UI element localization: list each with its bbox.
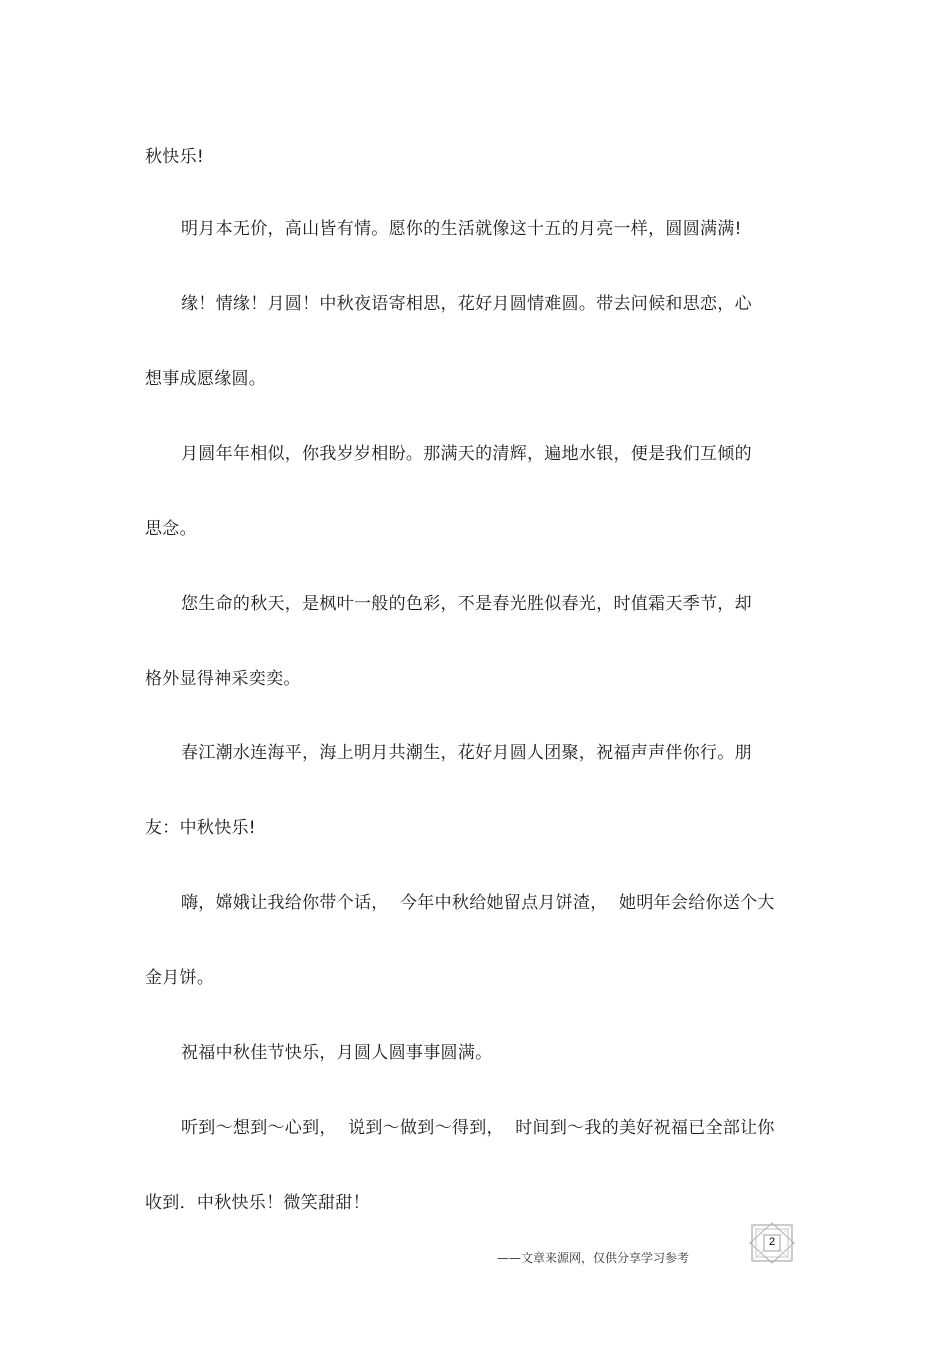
paragraph-line: 金月饼。 — [145, 968, 215, 988]
paragraph-line: 收到．中秋快乐！微笑甜甜！ — [145, 1193, 370, 1213]
footer-source-note: ——文章来源网，仅供分享学习参考 — [497, 1251, 690, 1265]
paragraph-line: 明月本无价，高山皆有情。愿你的生活就像这十五的月亮一样，圆圆满满! — [181, 219, 742, 239]
paragraph-line: 祝福中秋佳节快乐，月圆人圆事事圆满。 — [181, 1043, 493, 1063]
paragraph-line: 格外显得神采奕奕。 — [145, 669, 301, 689]
paragraph-line: 您生命的秋天，是枫叶一般的色彩，不是春光胜似春光，时值霜天季节，却 — [181, 594, 752, 614]
paragraph-line: 听到～想到～心到， 说到～做到～得到， 时间到～我的美好祝福已全部让你 — [181, 1118, 775, 1138]
paragraph-line: 春江潮水连海平，海上明月共潮生，花好月圆人团聚，祝福声声伴你行。朋 — [181, 743, 752, 763]
paragraph-line: 缘！情缘！月圆！中秋夜语寄相思，花好月圆情难圆。带去问候和思恋，心 — [181, 294, 752, 314]
page-number-badge — [748, 1222, 796, 1264]
page-number: 2 — [768, 1236, 776, 1248]
paragraph-line: 想事成愿缘圆。 — [145, 369, 267, 389]
paragraph-line: 思念。 — [145, 519, 197, 539]
paragraph-line: 月圆年年相似，你我岁岁相盼。那满天的清辉，遍地水银，便是我们互倾的 — [181, 444, 752, 464]
paragraph-line: 嗨，嫦娥让我给你带个话， 今年中秋给她留点月饼渣， 她明年会给你送个大 — [181, 893, 775, 913]
paragraph-line: 友：中秋快乐! — [145, 818, 256, 838]
paragraph-line: 秋快乐! — [145, 147, 205, 167]
